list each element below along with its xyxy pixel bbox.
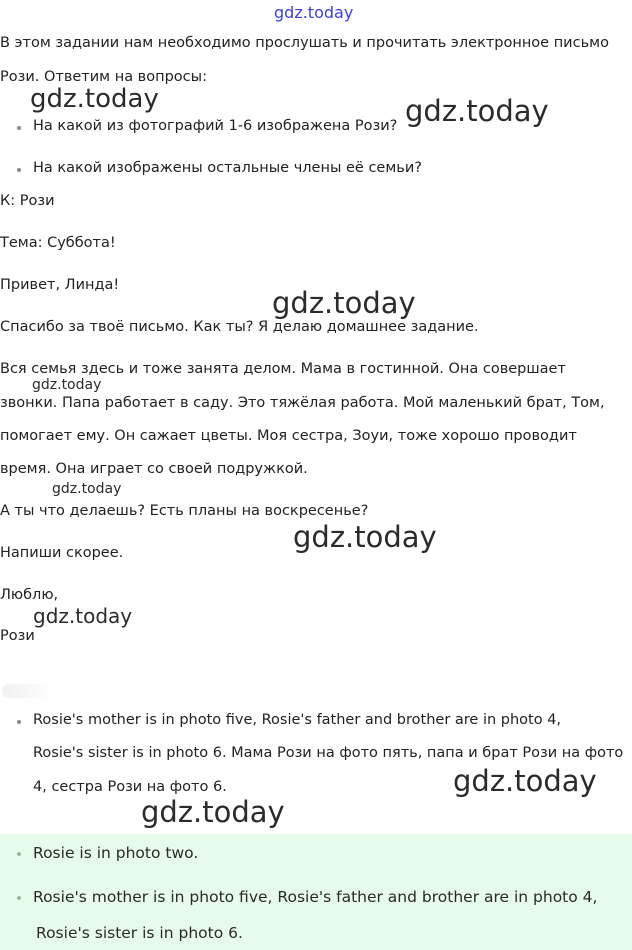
letter-signature: Рози [0,628,35,644]
answer-line: Rosie's sister is in photo 6. Мама Рози на фото пять, папа и брат Рози на фото [33,745,624,761]
letter-line: А ты что делаешь? Есть планы на воскресенье? [0,503,369,519]
question-text: На какой изображены остальные члены её семьи? [33,160,422,176]
final-answer-text: Rosie's mother is in photo five, Rosie's father and brother are in photo 4, [33,888,598,906]
answer-line: 4, сестра Рози на фото 6. [33,779,227,795]
bullet-icon [17,126,21,130]
intro-line-1: В этом задании нам необходимо прослушать и прочитать электронное письмо [0,35,609,51]
watermark: gdz.today [272,286,416,320]
watermark: gdz.today [405,94,549,128]
final-answer-item [17,844,198,862]
question-item [17,160,422,176]
watermark: gdz.today [453,764,597,798]
watermark: gdz.today [33,604,133,628]
watermark: gdz.today [293,520,437,554]
final-answer-line: Rosie's sister is in photo 6. [36,924,243,942]
collapsed-tag [2,684,54,698]
letter-line: время. Она играет со своей подружкой. [0,461,308,477]
letter-line: звонки. Папа работает в саду. Это тяжёлая работа. Мой маленький брат, Том, [0,395,605,411]
bullet-icon [17,896,21,900]
final-answer-text: Rosie is in photo two. [33,844,199,862]
letter-line: Спасибо за твоё письмо. Как ты? Я делаю домашнее задание. [0,319,479,335]
watermark: gdz.today [32,377,102,393]
bullet-icon [17,720,21,724]
letter-line: Напиши скорее. [0,545,124,561]
final-answer-block [0,834,632,950]
watermark: gdz.today [52,481,122,497]
watermark: gdz.today [30,84,159,114]
watermark: gdz.today [141,795,285,829]
watermark-top: gdz.today [274,3,354,22]
final-answer-item [17,888,597,906]
answer-line: Rosie's mother is in photo five, Rosie's father and brother are in photo 4, [33,712,562,728]
bullet-icon [17,852,21,856]
bullet-icon [17,168,21,172]
letter-greeting: Привет, Линда! [0,277,120,293]
letter-subject: Тема: Суббота! [0,235,116,251]
intro-line-2: Рози. Ответим на вопросы: [0,69,207,85]
question-item [17,118,397,134]
question-text: На какой из фотографий 1-6 изображена Рози? [33,118,398,134]
letter-line: Вся семья здесь и тоже занята делом. Мама в гостинной. Она совершает [0,361,566,377]
answer-item [17,712,561,728]
letter-line: помогает ему. Он сажает цветы. Моя сестра, Зоуи, тоже хорошо проводит [0,428,577,444]
letter-to: К: Рози [0,193,55,209]
letter-closing: Люблю, [0,587,59,603]
